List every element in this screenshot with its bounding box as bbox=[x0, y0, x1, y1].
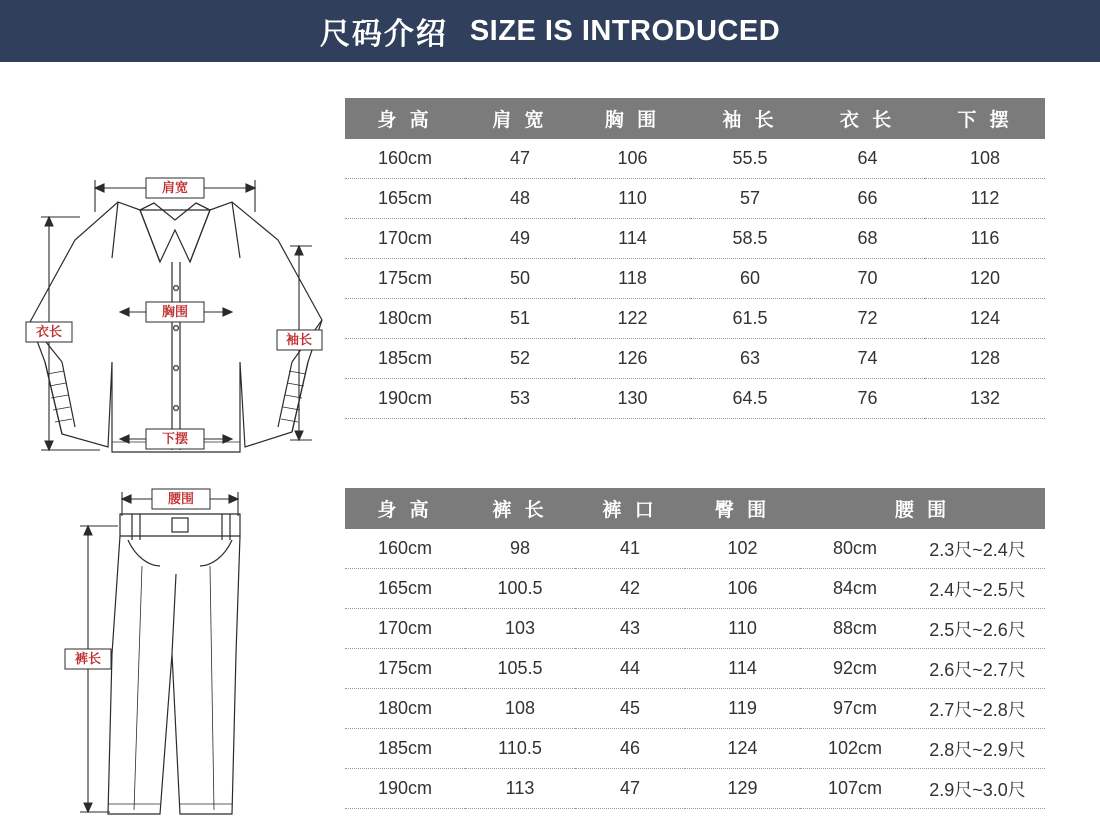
cell-shoulder: 48 bbox=[465, 179, 575, 219]
jacket-section bbox=[0, 62, 1100, 454]
cell-hip: 110 bbox=[685, 609, 800, 649]
cell-pant-opening: 46 bbox=[575, 729, 685, 769]
col-header-chest: 胸 围 bbox=[575, 98, 690, 139]
cell-hem: 112 bbox=[925, 179, 1045, 219]
page-title-cn: 尺码介绍 bbox=[319, 18, 448, 51]
cell-waist-chi: 2.6尺~2.7尺 bbox=[910, 649, 1045, 689]
cell-pant-length: 103 bbox=[465, 609, 575, 649]
pants-size-table bbox=[345, 488, 1045, 809]
cell-shoulder: 51 bbox=[465, 299, 575, 339]
cell-length: 70 bbox=[810, 259, 925, 299]
cell-height: 175cm bbox=[345, 259, 465, 299]
table-header-row bbox=[345, 98, 1045, 139]
cell-pant-opening: 47 bbox=[575, 769, 685, 809]
cell-waist-cm: 92cm bbox=[800, 649, 910, 689]
pants-label-pant-length: 裤长 bbox=[74, 651, 102, 666]
cell-waist-cm: 84cm bbox=[800, 569, 910, 609]
cell-height: 160cm bbox=[345, 139, 465, 179]
cell-chest: 126 bbox=[575, 339, 690, 379]
table-row bbox=[345, 569, 1045, 609]
cell-length: 64 bbox=[810, 139, 925, 179]
pants-table-column bbox=[345, 454, 1100, 809]
jacket-diagram bbox=[0, 62, 345, 454]
cell-hem: 132 bbox=[925, 379, 1045, 419]
cell-waist-chi: 2.7尺~2.8尺 bbox=[910, 689, 1045, 729]
cell-length: 66 bbox=[810, 179, 925, 219]
cell-height: 170cm bbox=[345, 219, 465, 259]
col-header-pant-opening: 裤 口 bbox=[575, 488, 685, 529]
cell-sleeve: 60 bbox=[690, 259, 810, 299]
col-header-pant-length: 裤 长 bbox=[465, 488, 575, 529]
cell-waist-cm: 102cm bbox=[800, 729, 910, 769]
table-row bbox=[345, 769, 1045, 809]
cell-chest: 114 bbox=[575, 219, 690, 259]
cell-shoulder: 53 bbox=[465, 379, 575, 419]
cell-sleeve: 63 bbox=[690, 339, 810, 379]
cell-waist-chi: 2.4尺~2.5尺 bbox=[910, 569, 1045, 609]
cell-waist-cm: 97cm bbox=[800, 689, 910, 729]
cell-pant-opening: 43 bbox=[575, 609, 685, 649]
cell-hip: 124 bbox=[685, 729, 800, 769]
col-header-hem: 下 摆 bbox=[925, 98, 1045, 139]
table-row bbox=[345, 219, 1045, 259]
pants-label-waist: 腰围 bbox=[167, 491, 195, 506]
cell-shoulder: 47 bbox=[465, 139, 575, 179]
cell-waist-chi: 2.9尺~3.0尺 bbox=[910, 769, 1045, 809]
col-header-height: 身 高 bbox=[345, 488, 465, 529]
cell-waist-chi: 2.5尺~2.6尺 bbox=[910, 609, 1045, 649]
cell-chest: 118 bbox=[575, 259, 690, 299]
cell-height: 160cm bbox=[345, 529, 465, 569]
table-row bbox=[345, 729, 1045, 769]
cell-height: 185cm bbox=[345, 729, 465, 769]
cell-pant-length: 110.5 bbox=[465, 729, 575, 769]
cell-height: 165cm bbox=[345, 179, 465, 219]
col-header-sleeve: 袖 长 bbox=[690, 98, 810, 139]
page-header bbox=[0, 0, 1100, 62]
cell-length: 72 bbox=[810, 299, 925, 339]
cell-height: 190cm bbox=[345, 379, 465, 419]
cell-height: 190cm bbox=[345, 769, 465, 809]
table-row bbox=[345, 339, 1045, 379]
cell-sleeve: 57 bbox=[690, 179, 810, 219]
cell-height: 180cm bbox=[345, 689, 465, 729]
cell-waist-chi: 2.3尺~2.4尺 bbox=[910, 529, 1045, 569]
cell-pant-length: 98 bbox=[465, 529, 575, 569]
cell-shoulder: 49 bbox=[465, 219, 575, 259]
table-row bbox=[345, 179, 1045, 219]
table-row bbox=[345, 379, 1045, 419]
cell-length: 68 bbox=[810, 219, 925, 259]
cell-chest: 122 bbox=[575, 299, 690, 339]
jacket-label-chest: 胸围 bbox=[161, 304, 189, 319]
cell-waist-cm: 107cm bbox=[800, 769, 910, 809]
pants-diagram bbox=[0, 454, 345, 837]
col-header-waist: 腰 围 bbox=[800, 488, 1045, 529]
cell-shoulder: 52 bbox=[465, 339, 575, 379]
table-header-row bbox=[345, 488, 1045, 529]
jacket-size-table bbox=[345, 98, 1045, 419]
cell-chest: 110 bbox=[575, 179, 690, 219]
cell-sleeve: 58.5 bbox=[690, 219, 810, 259]
cell-hem: 128 bbox=[925, 339, 1045, 379]
cell-length: 76 bbox=[810, 379, 925, 419]
table-row bbox=[345, 139, 1045, 179]
cell-sleeve: 55.5 bbox=[690, 139, 810, 179]
cell-sleeve: 64.5 bbox=[690, 379, 810, 419]
cell-length: 74 bbox=[810, 339, 925, 379]
cell-height: 180cm bbox=[345, 299, 465, 339]
jacket-label-shoulder: 肩宽 bbox=[161, 180, 189, 195]
cell-waist-cm: 80cm bbox=[800, 529, 910, 569]
cell-chest: 130 bbox=[575, 379, 690, 419]
col-header-height: 身 高 bbox=[345, 98, 465, 139]
cell-pant-opening: 45 bbox=[575, 689, 685, 729]
jacket-figure-column bbox=[0, 62, 345, 454]
cell-waist-cm: 88cm bbox=[800, 609, 910, 649]
cell-pant-opening: 41 bbox=[575, 529, 685, 569]
cell-hip: 114 bbox=[685, 649, 800, 689]
cell-waist-chi: 2.8尺~2.9尺 bbox=[910, 729, 1045, 769]
pants-figure-column bbox=[0, 454, 345, 837]
col-header-hip: 臀 围 bbox=[685, 488, 800, 529]
cell-pant-length: 113 bbox=[465, 769, 575, 809]
cell-hem: 116 bbox=[925, 219, 1045, 259]
table-row bbox=[345, 259, 1045, 299]
table-row bbox=[345, 609, 1045, 649]
cell-pant-length: 108 bbox=[465, 689, 575, 729]
cell-hip: 129 bbox=[685, 769, 800, 809]
cell-height: 165cm bbox=[345, 569, 465, 609]
jacket-label-length: 衣长 bbox=[35, 324, 63, 339]
cell-sleeve: 61.5 bbox=[690, 299, 810, 339]
table-row bbox=[345, 689, 1045, 729]
cell-pant-opening: 42 bbox=[575, 569, 685, 609]
jacket-table-column bbox=[345, 62, 1100, 419]
col-header-length: 衣 长 bbox=[810, 98, 925, 139]
table-row bbox=[345, 299, 1045, 339]
cell-pant-opening: 44 bbox=[575, 649, 685, 689]
table-row bbox=[345, 649, 1045, 689]
table-row bbox=[345, 529, 1045, 569]
cell-height: 185cm bbox=[345, 339, 465, 379]
jacket-label-sleeve: 袖长 bbox=[285, 332, 313, 347]
cell-hem: 120 bbox=[925, 259, 1045, 299]
cell-height: 175cm bbox=[345, 649, 465, 689]
cell-chest: 106 bbox=[575, 139, 690, 179]
cell-hip: 119 bbox=[685, 689, 800, 729]
cell-hem: 108 bbox=[925, 139, 1045, 179]
jacket-label-hem: 下摆 bbox=[161, 431, 189, 446]
pants-section bbox=[0, 454, 1100, 837]
col-header-shoulder: 肩 宽 bbox=[465, 98, 575, 139]
cell-hem: 124 bbox=[925, 299, 1045, 339]
page-title-en: SIZE IS INTRODUCED bbox=[469, 14, 781, 47]
cell-height: 170cm bbox=[345, 609, 465, 649]
cell-shoulder: 50 bbox=[465, 259, 575, 299]
cell-pant-length: 100.5 bbox=[465, 569, 575, 609]
cell-pant-length: 105.5 bbox=[465, 649, 575, 689]
cell-hip: 106 bbox=[685, 569, 800, 609]
cell-hip: 102 bbox=[685, 529, 800, 569]
